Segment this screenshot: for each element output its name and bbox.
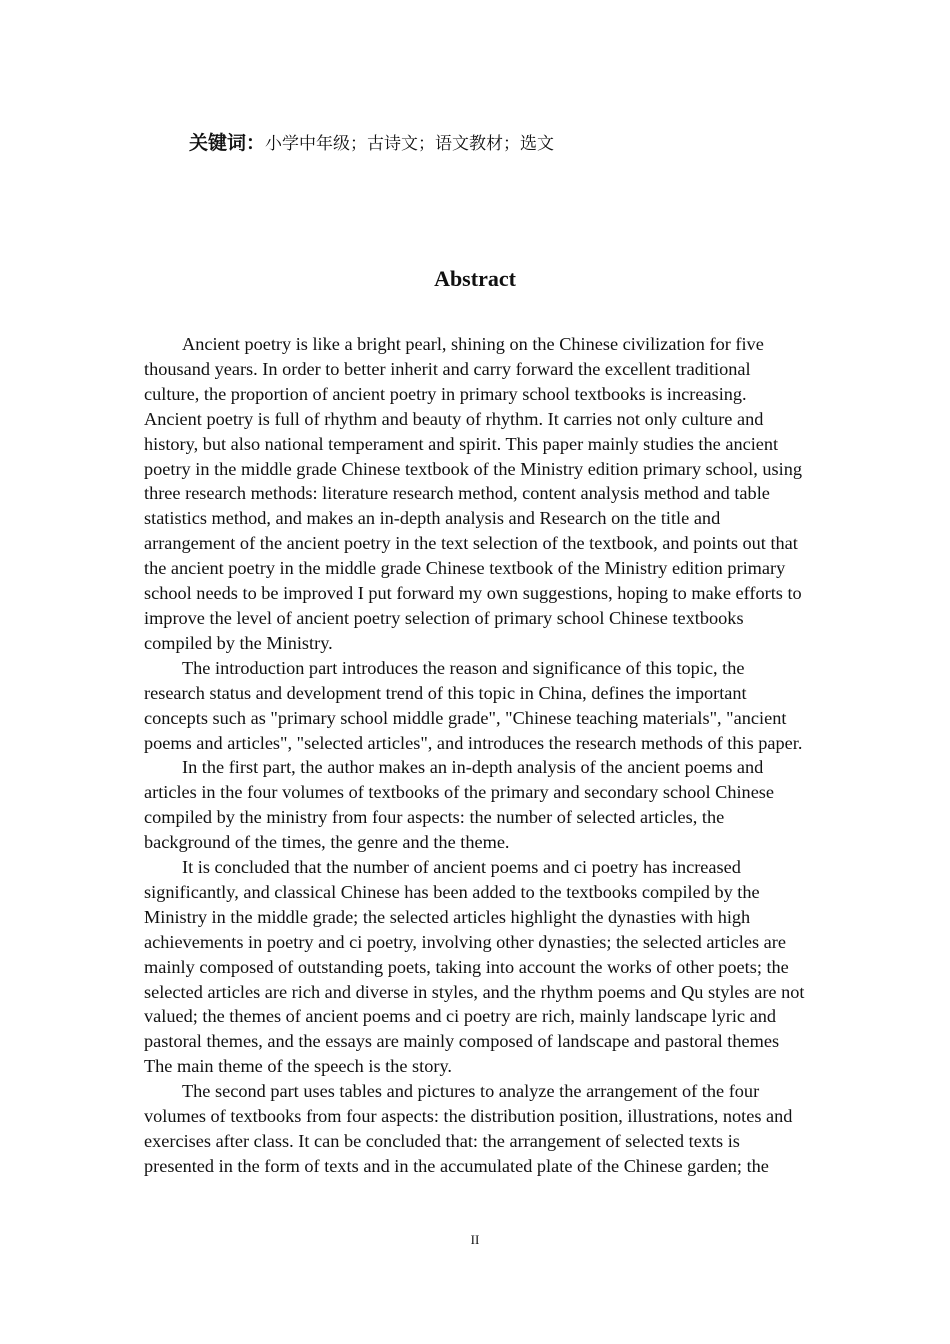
page-number: II	[470, 1232, 480, 1247]
abstract-title: Abstract	[434, 266, 516, 291]
abstract-paragraph: Ancient poetry is like a bright pearl, shining on the Chinese civilization for five thousand years. In order to better inherit and carry forward the excellent traditional culture, the proportion of ancient poetry in primary school textbooks is increasing. Ancient poetry is full of rhythm and beauty of rhythm. It carries not only culture and history, but also national temperament and spirit. This paper mainly studies the ancient poetry in the middle grade Chinese textbook of the Ministry edition primary school, using three research methods: literature research method, content analysis method and table statistics method, and makes an in-depth analysis and Research on the title and arrangement of the ancient poetry in the text selection of the textbook, and points out that the ancient poetry in the middle grade Chinese textbook of the Ministry edition primary school needs to be improved I put forward my own suggestions, hoping to make efforts to improve the level of ancient poetry selection of primary school Chinese textbooks compiled by the Ministry.	[144, 334, 803, 653]
abstract-paragraph: The introduction part introduces the reason and significance of this topic, the research status and development trend of this topic in China, defines the important concepts such as "primary school middle grade", "Chinese teaching materials", "ancient poems and articles", "selected articles", and introduces the research methods of this paper.	[144, 657, 803, 753]
keywords-label: 关键词：	[189, 132, 266, 154]
abstract-paragraph: It is concluded that the number of ancient poems and ci poetry has increased significantly, and classical Chinese has been added to the textbooks compiled by the Ministry in the middle grade; the selected articles highlight the dynasties with high achievements in poetry and ci poetry, involving other dynasties; the selected articles are mainly composed of outstanding poets, taking into account the works of other poets; the selected articles are rich and diverse in styles, and the rhythm poems and Qu styles are not valued; the themes of ancient poems and ci poetry are rich, mainly landscape lyric and pastoral themes, and the essays are mainly composed of landscape and pastoral themes The main theme of the speech is the story.	[144, 857, 805, 1077]
keywords-line	[189, 130, 554, 157]
abstract-body	[144, 332, 808, 1179]
abstract-paragraph: In the first part, the author makes an in-depth analysis of the ancient poems and articles in the four volumes of textbooks of the primary and secondary school Chinese compiled by the ministry from four aspects: the number of selected articles, the background of the times, the genre and the theme.	[144, 757, 775, 853]
keywords-text: 小学中年级；古诗文；语文教材；选文	[265, 134, 555, 154]
abstract-paragraph: The second part uses tables and pictures to analyze the arrangement of the four volumes of textbooks from four aspects: the distribution position, illustrations, notes and exercises after class. It can be concluded that: the arrangement of selected texts is presented in the form of texts and in the accumulated plate of the Chinese garden; the	[144, 1081, 793, 1176]
